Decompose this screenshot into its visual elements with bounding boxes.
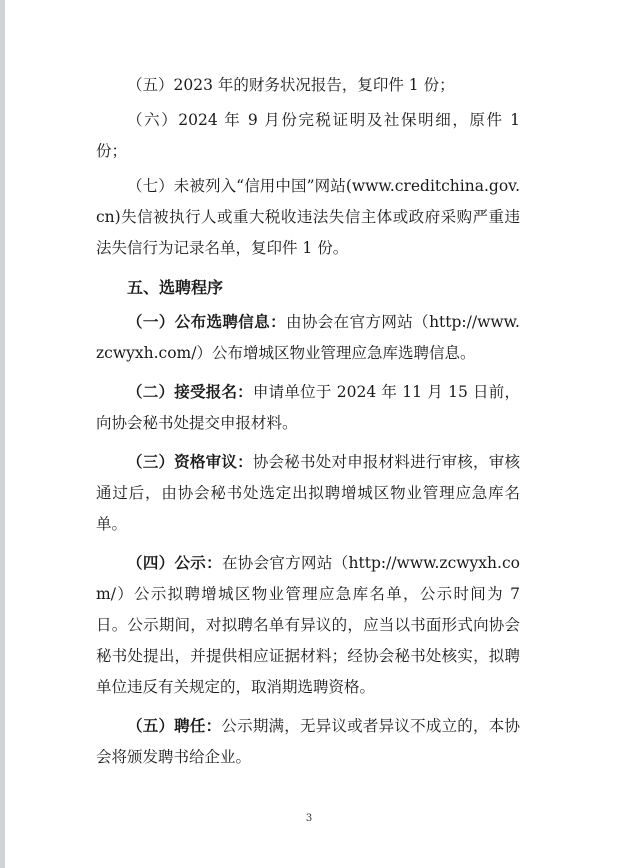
step-3-body: 协会秘书处对申报材料进行审核，审核通过后，由协会秘书处选定出拟聘增城区物业管理应急库名单。 xyxy=(96,453,520,533)
step-5-title: （五）聘任： xyxy=(127,717,222,735)
scan-edge-shadow xyxy=(0,0,5,868)
step-4-paragraph xyxy=(96,548,520,703)
step-5-paragraph xyxy=(96,711,520,773)
step-2-body: 申请单位于 2024 年 11 月 15 日前，向协会秘书处提交申报材料。 xyxy=(96,383,520,432)
item-6-paragraph: （六）2024 年 9 月份完税证明及社保明细，原件 1 份； xyxy=(96,111,520,160)
step-3-title: （三）资格审议： xyxy=(127,453,253,471)
step-4-title: （四）公示： xyxy=(127,554,222,572)
step-2-paragraph xyxy=(96,377,520,439)
step-1-paragraph xyxy=(96,307,520,369)
step-1-title: （一）公布选聘信息： xyxy=(127,313,286,331)
step-1-body: 由协会在官方网站（http://www.zcwyxh.com/）公布增城区物业管理应急库选聘信息。 xyxy=(96,313,520,362)
step-5-body: 公示期满，无异议或者异议不成立的，本协会将颁发聘书给企业。 xyxy=(96,717,520,766)
page-number: 3 xyxy=(305,813,313,824)
document-page xyxy=(96,70,520,773)
item-5-paragraph: （五）2023 年的财务状况报告，复印件 1 份； xyxy=(127,76,455,94)
step-2-title: （二）接受报名： xyxy=(127,383,253,401)
step-3-paragraph xyxy=(96,447,520,540)
item-7-paragraph: （七）未被列入“信用中国”网站(www.creditchina.gov.cn)失信被执行人或重大税收违法失信主体或政府采购严重违法失信行为记录名单，复印件 1 份。 xyxy=(96,177,520,257)
step-4-body: 在协会官方网站（http://www.zcwyxh.com/）公示拟聘增城区物业管理应急库名单，公示时间为 7 日。公示期间，对拟聘名单有异议的，应当以书面形式向协会秘书处提出，并提供相应证据材料；经协会秘书处核实，拟聘单位违反有关规定的，取消期选聘资格。 xyxy=(96,554,520,696)
section-heading: 五、选聘程序 xyxy=(127,278,224,297)
